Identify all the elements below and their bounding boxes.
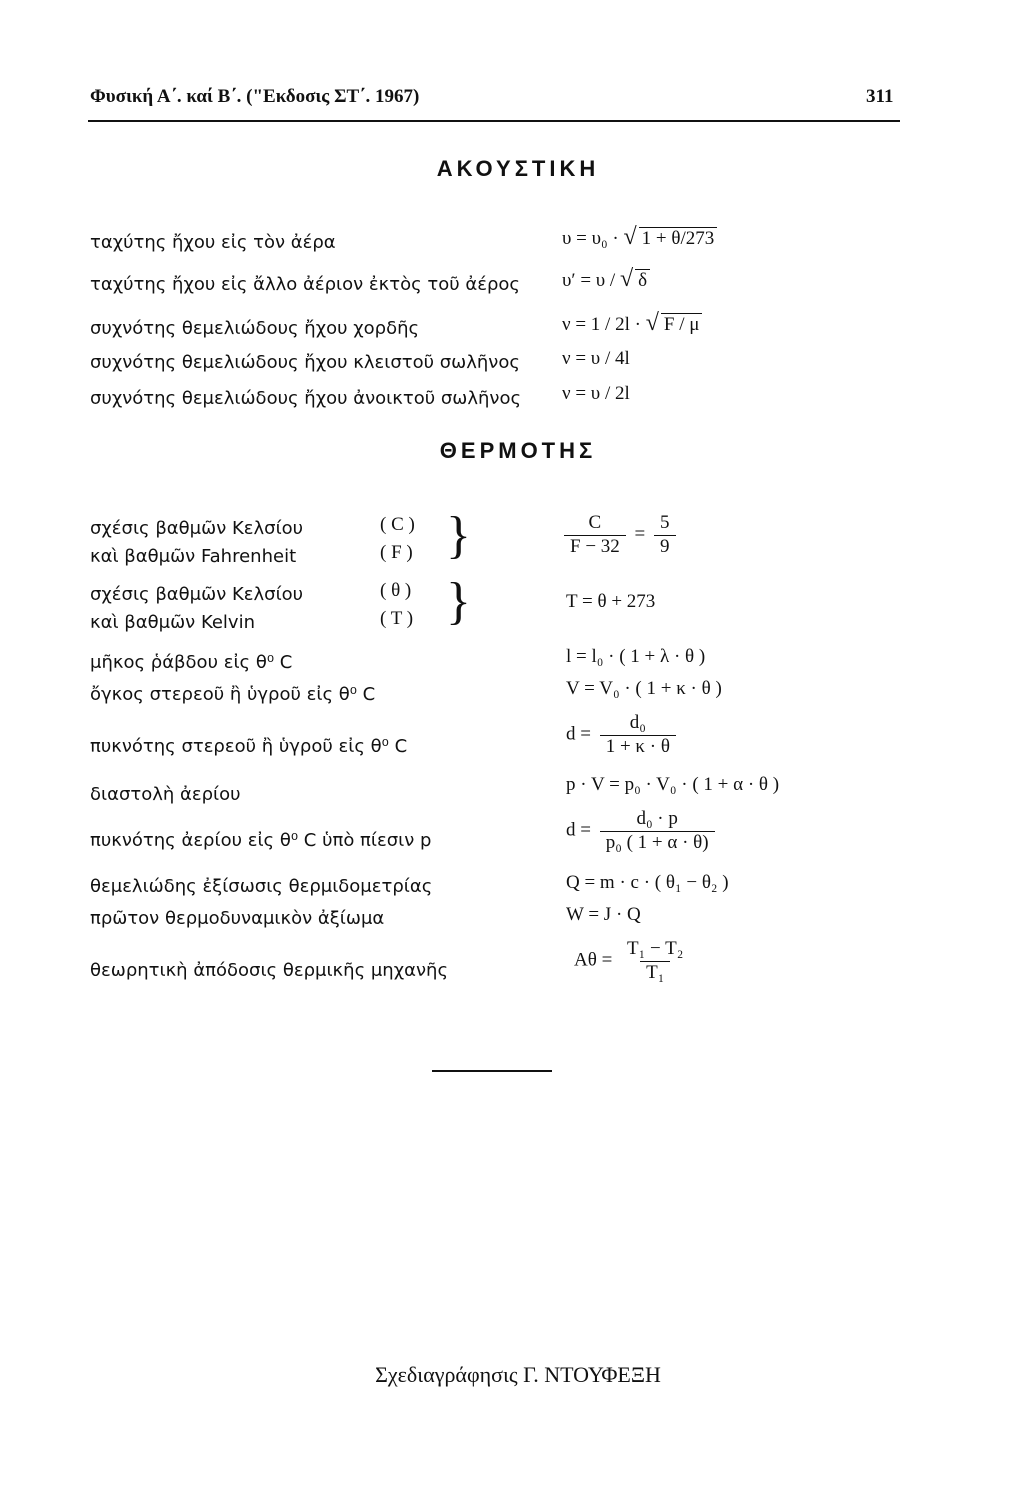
acoustics-label-1: ταχύτης ἤχου εἰς τὸν ἀέρα <box>90 232 336 253</box>
thermo-label-first-law: πρῶτον θερμοδυναμικὸν ἀξίωμα <box>90 908 385 929</box>
thermo-pair1-formula: $\frac{C}{F - 32}$ = $\frac{5}{9}$ <box>560 512 680 559</box>
thermo-label-gas-density: πυκνότης ἀερίου εἰς θ⁰ C ὑπὸ πίεσιν p <box>90 830 432 851</box>
thermo-formula-density-solid: d = $\frac{\text{d₀}}{1 + \kappa \cdot \theta}$ <box>566 712 680 759</box>
footer-credit: Σχεδιαγράφησις Γ. ΝΤΟΥΦΕΞΗ <box>375 1362 661 1387</box>
acoustics-label-4: συχνότης θεμελιώδους ἤχου κλειστοῦ σωλῆνος <box>90 352 520 373</box>
acoustics-label-2: ταχύτης ἤχου εἰς ἄλλο ἀέριον ἐκτὸς τοῦ ἀέρος <box>90 274 520 295</box>
thermo-formula-efficiency: Aθ = $\frac{\text{T₁ − T₂}}{\text{T₁}}$ <box>574 938 684 983</box>
header-rule <box>88 120 900 122</box>
thermo-pair2-sym2: ( T ) <box>380 608 414 629</box>
acoustics-formula-3: ν = 1 / 2l · √ F / μ <box>562 310 702 337</box>
thermo-label-rod-length: μῆκος ῥάβδου εἰς θ⁰ C <box>90 652 293 673</box>
separator-rule <box>432 1070 552 1072</box>
section-title-thermo: ΘΕΡΜΟΤΗΣ <box>439 438 597 463</box>
acoustics-label-5: συχνότης θεμελιώδους ἤχου ἀνοικτοῦ σωλῆνος <box>90 388 522 409</box>
thermo-formula-first-law: W = J · Q <box>566 904 641 925</box>
thermo-pair2-brace: } <box>446 573 471 630</box>
thermo-formula-gas-expansion: p · V = p₀ · V₀ · ( 1 + α · θ ) <box>566 774 780 795</box>
thermo-formula-volume: V = V₀ · ( 1 + κ · θ ) <box>566 678 722 699</box>
thermo-pair1-sym1: ( C ) <box>380 514 415 535</box>
thermo-label-gas-expansion: διαστολὴ ἀερίου <box>90 784 241 805</box>
thermo-formula-rod-length: l = l₀ · ( 1 + λ · θ ) <box>566 646 706 667</box>
thermo-pair2-line2: καὶ βαθμῶν Kelvin <box>90 612 255 633</box>
thermo-pair1-line1: σχέσις βαθμῶν Κελσίου <box>90 518 304 539</box>
section-title-acoustics: ΑΚΟΥΣΤΙΚΗ <box>436 156 600 181</box>
thermo-formula-gas-density: d = $\frac{\text{d₀ · p}}{\text{p₀ ( 1 + α · θ)}}$ <box>566 808 719 855</box>
acoustics-label-3: συχνότης θεμελιώδους ἤχου χορδῆς <box>90 318 420 339</box>
thermo-pair2-line1: σχέσις βαθμῶν Κελσίου <box>90 584 304 605</box>
page-number: 311 <box>866 86 894 107</box>
acoustics-formula-1: υ = υ₀ · √ 1 + θ/273 <box>562 224 717 251</box>
thermo-formula-calorimetry: Q = m · c · ( θ₁ − θ₂ ) <box>566 872 729 893</box>
thermo-label-density-solid: πυκνότης στερεοῦ ἢ ὑγροῦ εἰς θ⁰ C <box>90 736 408 757</box>
thermo-pair1-sym2: ( F ) <box>380 542 413 563</box>
thermo-label-calorimetry: θεμελιώδης ἐξίσωσις θερμιδομετρίας <box>90 876 433 897</box>
thermo-pair1-brace: } <box>446 507 471 564</box>
running-header: Φυσική Α΄. καί Β΄. ("Εκδοσις ΣΤ΄. 1967) <box>90 86 420 107</box>
thermo-label-efficiency: θεωρητικὴ ἀπόδοσις θερμικῆς μηχανῆς <box>90 960 449 981</box>
acoustics-formula-4: ν = υ / 4l <box>562 348 630 369</box>
thermo-pair2-sym1: ( θ ) <box>380 580 412 601</box>
thermo-pair1-line2: καὶ βαθμῶν Fahrenheit <box>90 546 297 567</box>
acoustics-formula-2: υ′ = υ / √ δ <box>562 266 650 293</box>
acoustics-formula-5: ν = υ / 2l <box>562 383 630 404</box>
thermo-label-volume: ὄγκος στερεοῦ ἢ ὑγροῦ εἰς θ⁰ C <box>90 684 376 705</box>
thermo-pair2-formula: T = θ + 273 <box>566 591 656 612</box>
